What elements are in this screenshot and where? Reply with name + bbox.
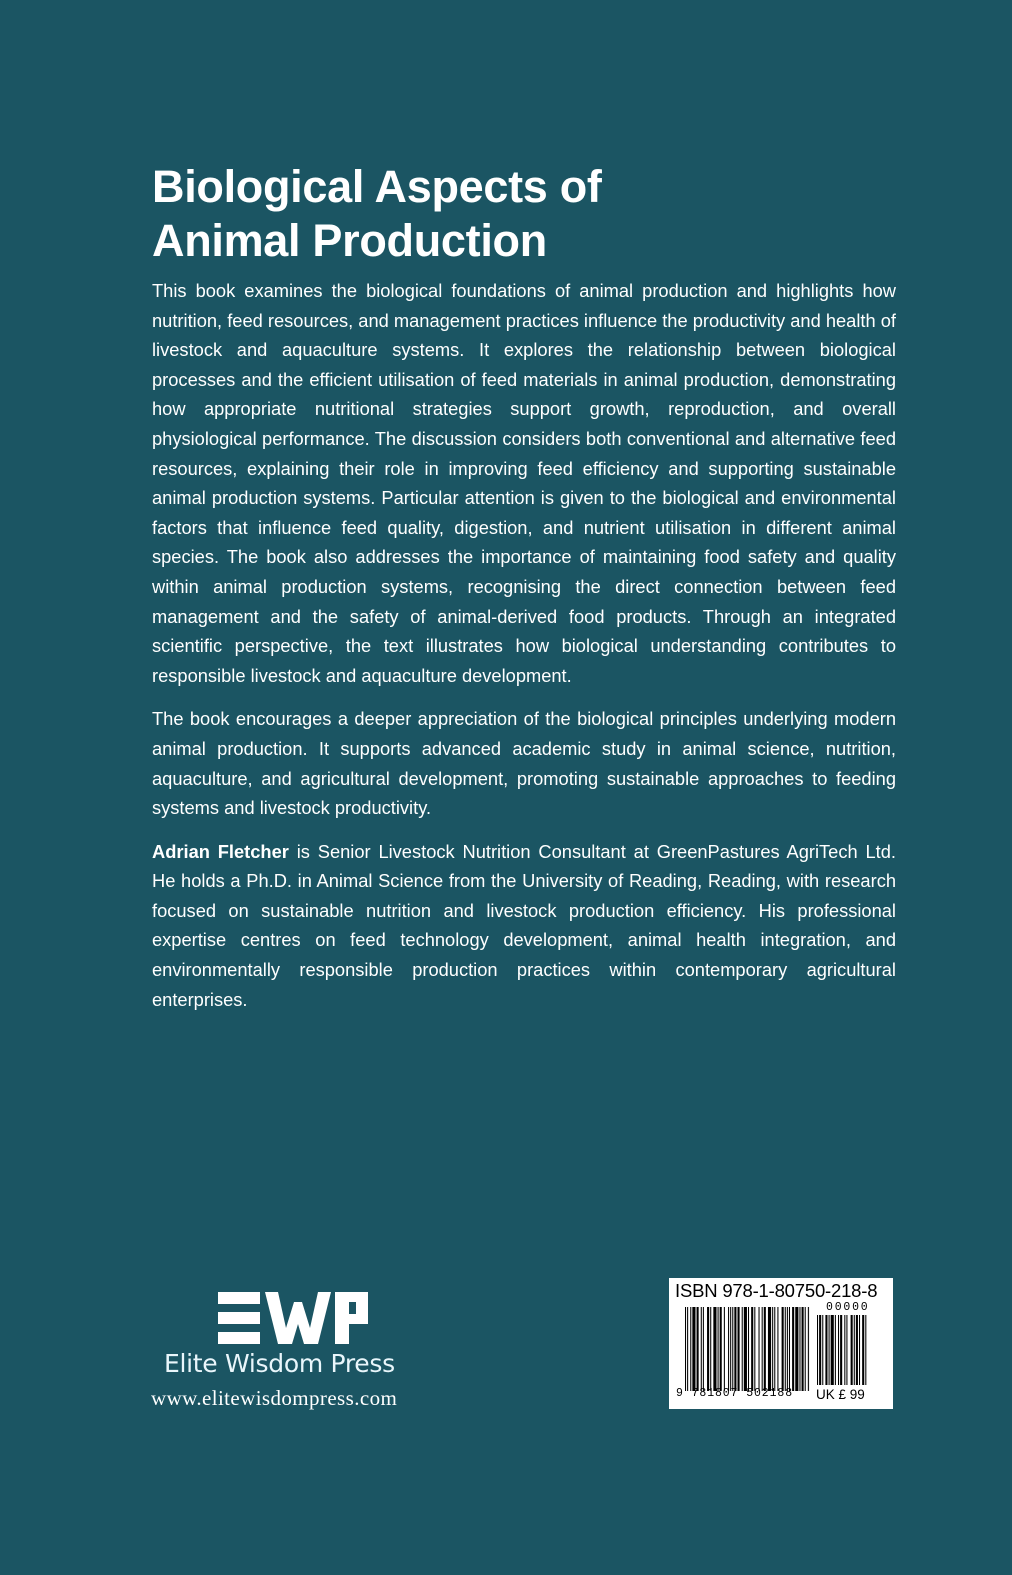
description-paragraph-2: The book encourages a deeper appreciation of the biological principles underlying modern animal production. It supports advanced academic study in animal science, nutrition, aquaculture, and agricultural development, promoting sustainable approaches to feeding systems and livestock productivity. <box>152 708 896 819</box>
addon-barcode-bars <box>817 1315 876 1385</box>
book-title-line-2: Animal Production <box>152 215 547 266</box>
publisher-url: www.elitewisdompress.com <box>151 1386 398 1410</box>
ean-barcode-bars <box>685 1307 810 1391</box>
publisher-logo <box>148 1292 438 1422</box>
isbn-label: ISBN 978-1-80750-218-8 <box>675 1280 878 1301</box>
ewp-logo-mark <box>218 1292 368 1344</box>
addon-digits: 00000 <box>826 1301 870 1314</box>
description-paragraph-1: This book examines the biological foundations of animal production and highlights how nutrition, feed resources, and management practices influence the productivity and health of livestock and aquaculture systems. It explores the relationship between biological processes and the efficient utilisation of feed materials in animal production, demonstrating how appropriate nutritional strategies support growth, reproduction, and overall physiological performance. The discussion considers both conventional and alternative feed resources, explaining their role in improving feed efficiency and supporting sustainable animal production systems. Particular attention is given to the biological and environmental factors that influence feed quality, digestion, and nutrient utilisation in different animal species. The book also addresses the importance of maintaining food safety and quality within animal production systems, recognising the direct connection between feed management and the safety of animal-derived food products. Through an integrated scientific perspective, the text illustrates how biological understanding contributes to responsible livestock and aquaculture development. <box>152 280 896 686</box>
isbn-barcode <box>669 1278 893 1409</box>
book-title-line-1: Biological Aspects of <box>152 161 602 212</box>
author-name: Adrian Fletcher <box>152 840 289 862</box>
author-bio-text: is Senior Livestock Nutrition Consultant at GreenPastures AgriTech Ltd. He holds a Ph.D. in Animal Science from the University of Reading, Reading, with research focused on sustainable nutrition and livestock production efficiency. His professional expertise centres on feed technology development, animal health integration, and environmentally responsible production practices within contemporary agricultural enterprises. <box>152 840 896 1010</box>
author-bio <box>152 837 896 1015</box>
book-description <box>152 276 896 1028</box>
price-label: UK £ 99 <box>816 1387 865 1402</box>
publisher-name: Elite Wisdom Press <box>164 1349 395 1378</box>
ean-digits: 9 781807 502188 <box>676 1387 794 1400</box>
book-title <box>152 160 852 268</box>
